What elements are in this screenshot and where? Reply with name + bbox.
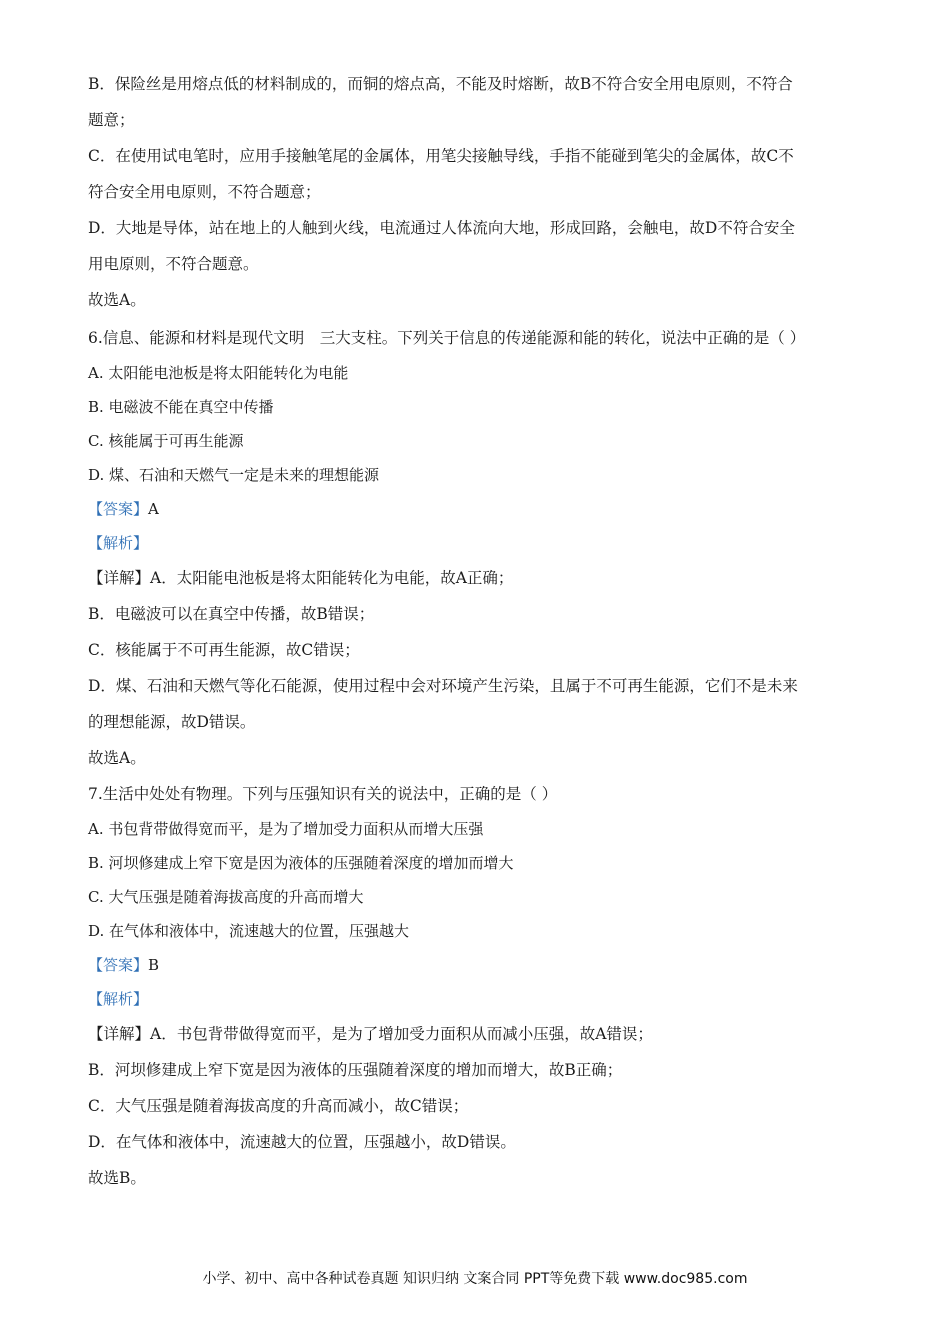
q7-option-d: D. 在气体和液体中，流速越大的位置，压强越大 — [88, 922, 410, 940]
q7-answer-tag: 【答案】 — [88, 956, 149, 974]
q6-answer-value: A — [148, 500, 159, 518]
prev-conclusion: 故选A。 — [88, 291, 146, 309]
prev-option-d-line2: 用电原则，不符合题意。 — [88, 255, 259, 273]
q6-detail-a — [88, 560, 878, 596]
q7-analysis-tag: 【解析】 — [88, 990, 149, 1008]
q7-analysis — [88, 982, 878, 1016]
q6-option-c: C. 核能属于可再生能源 — [88, 432, 244, 450]
q6-option-b: B. 电磁波不能在真空中传播 — [88, 398, 274, 416]
q7-conclusion: 故选B。 — [88, 1169, 146, 1187]
q7-detail-c: C．大气压强是随着海拔高度的升高而减小，故C错误； — [88, 1097, 469, 1115]
q6-stem: 6.信息、能源和材料是现代文明 三大支柱。下列关于信息的传递能源和能的转化，说法中正确的是（ ） — [88, 329, 806, 347]
q7-option-a: A. 书包背带做得宽而平，是为了增加受力面积从而增大压强 — [88, 820, 484, 838]
q7-answer — [88, 948, 878, 982]
q7-detail-a — [88, 1016, 878, 1052]
q6-detail-d-line1: D．煤、石油和天燃气等化石能源，使用过程中会对环境产生污染，且属于不可再生能源，它们不是未来 — [88, 677, 798, 695]
q7-stem: 7.生活中处处有物理。下列与压强知识有关的说法中，正确的是（ ） — [88, 785, 558, 803]
q7-detail-d: D．在气体和液体中，流速越大的位置，压强越小，故D错误。 — [88, 1133, 516, 1151]
prev-option-d-line1: D．大地是导体，站在地上的人触到火线，电流通过人体流向大地，形成回路，会触电，故D不符合安全 — [88, 219, 795, 237]
page-footer: 小学、初中、高中各种试卷真题 知识归纳 文案合同 PPT等免费下载 www.doc985.com — [202, 1271, 748, 1287]
prev-option-c-line2: 符合安全用电原则，不符合题意； — [88, 183, 321, 201]
q7-detail-tag: 【详解】 — [88, 1025, 151, 1043]
q6-option-a: A. 太阳能电池板是将太阳能转化为电能 — [88, 364, 349, 382]
q7-answer-value: B — [148, 956, 160, 974]
prev-option-b-line1: B．保险丝是用熔点低的材料制成的，而铜的熔点高，不能及时熔断，故B不符合安全用电原则，不符合 — [88, 75, 793, 93]
document-page — [88, 66, 878, 1196]
q6-detail-tag: 【详解】 — [88, 569, 151, 587]
q6-detail-d-line2: 的理想能源，故D错误。 — [88, 713, 256, 731]
q6-answer — [88, 492, 878, 526]
q7-option-c: C. 大气压强是随着海拔高度的升高而增大 — [88, 888, 364, 906]
prev-option-c-line1: C．在使用试电笔时，应用手接触笔尾的金属体，用笔尖接触导线，手指不能碰到笔尖的金属体，故C不 — [88, 147, 794, 165]
q6-conclusion: 故选A。 — [88, 749, 146, 767]
prev-option-b-line2: 题意； — [88, 111, 135, 129]
q6-detail-c: C．核能属于不可再生能源，故C错误； — [88, 641, 360, 659]
q6-detail-b: B．电磁波可以在真空中传播，故B错误； — [88, 605, 375, 623]
q7-detail-a-text: A．书包背带做得宽而平，是为了增加受力面积从而减小压强，故A错误； — [150, 1025, 653, 1043]
q6-option-d: D. 煤、石油和天燃气一定是未来的理想能源 — [88, 466, 380, 484]
q6-answer-tag: 【答案】 — [88, 500, 149, 518]
q7-option-b: B. 河坝修建成上窄下宽是因为液体的压强随着深度的增加而增大 — [88, 854, 514, 872]
q7-detail-b: B．河坝修建成上窄下宽是因为液体的压强随着深度的增加而增大，故B正确； — [88, 1061, 623, 1079]
q6-detail-a-text: A．太阳能电池板是将太阳能转化为电能，故A正确； — [150, 569, 514, 587]
q6-analysis-tag: 【解析】 — [88, 534, 149, 552]
q6-analysis — [88, 526, 878, 560]
